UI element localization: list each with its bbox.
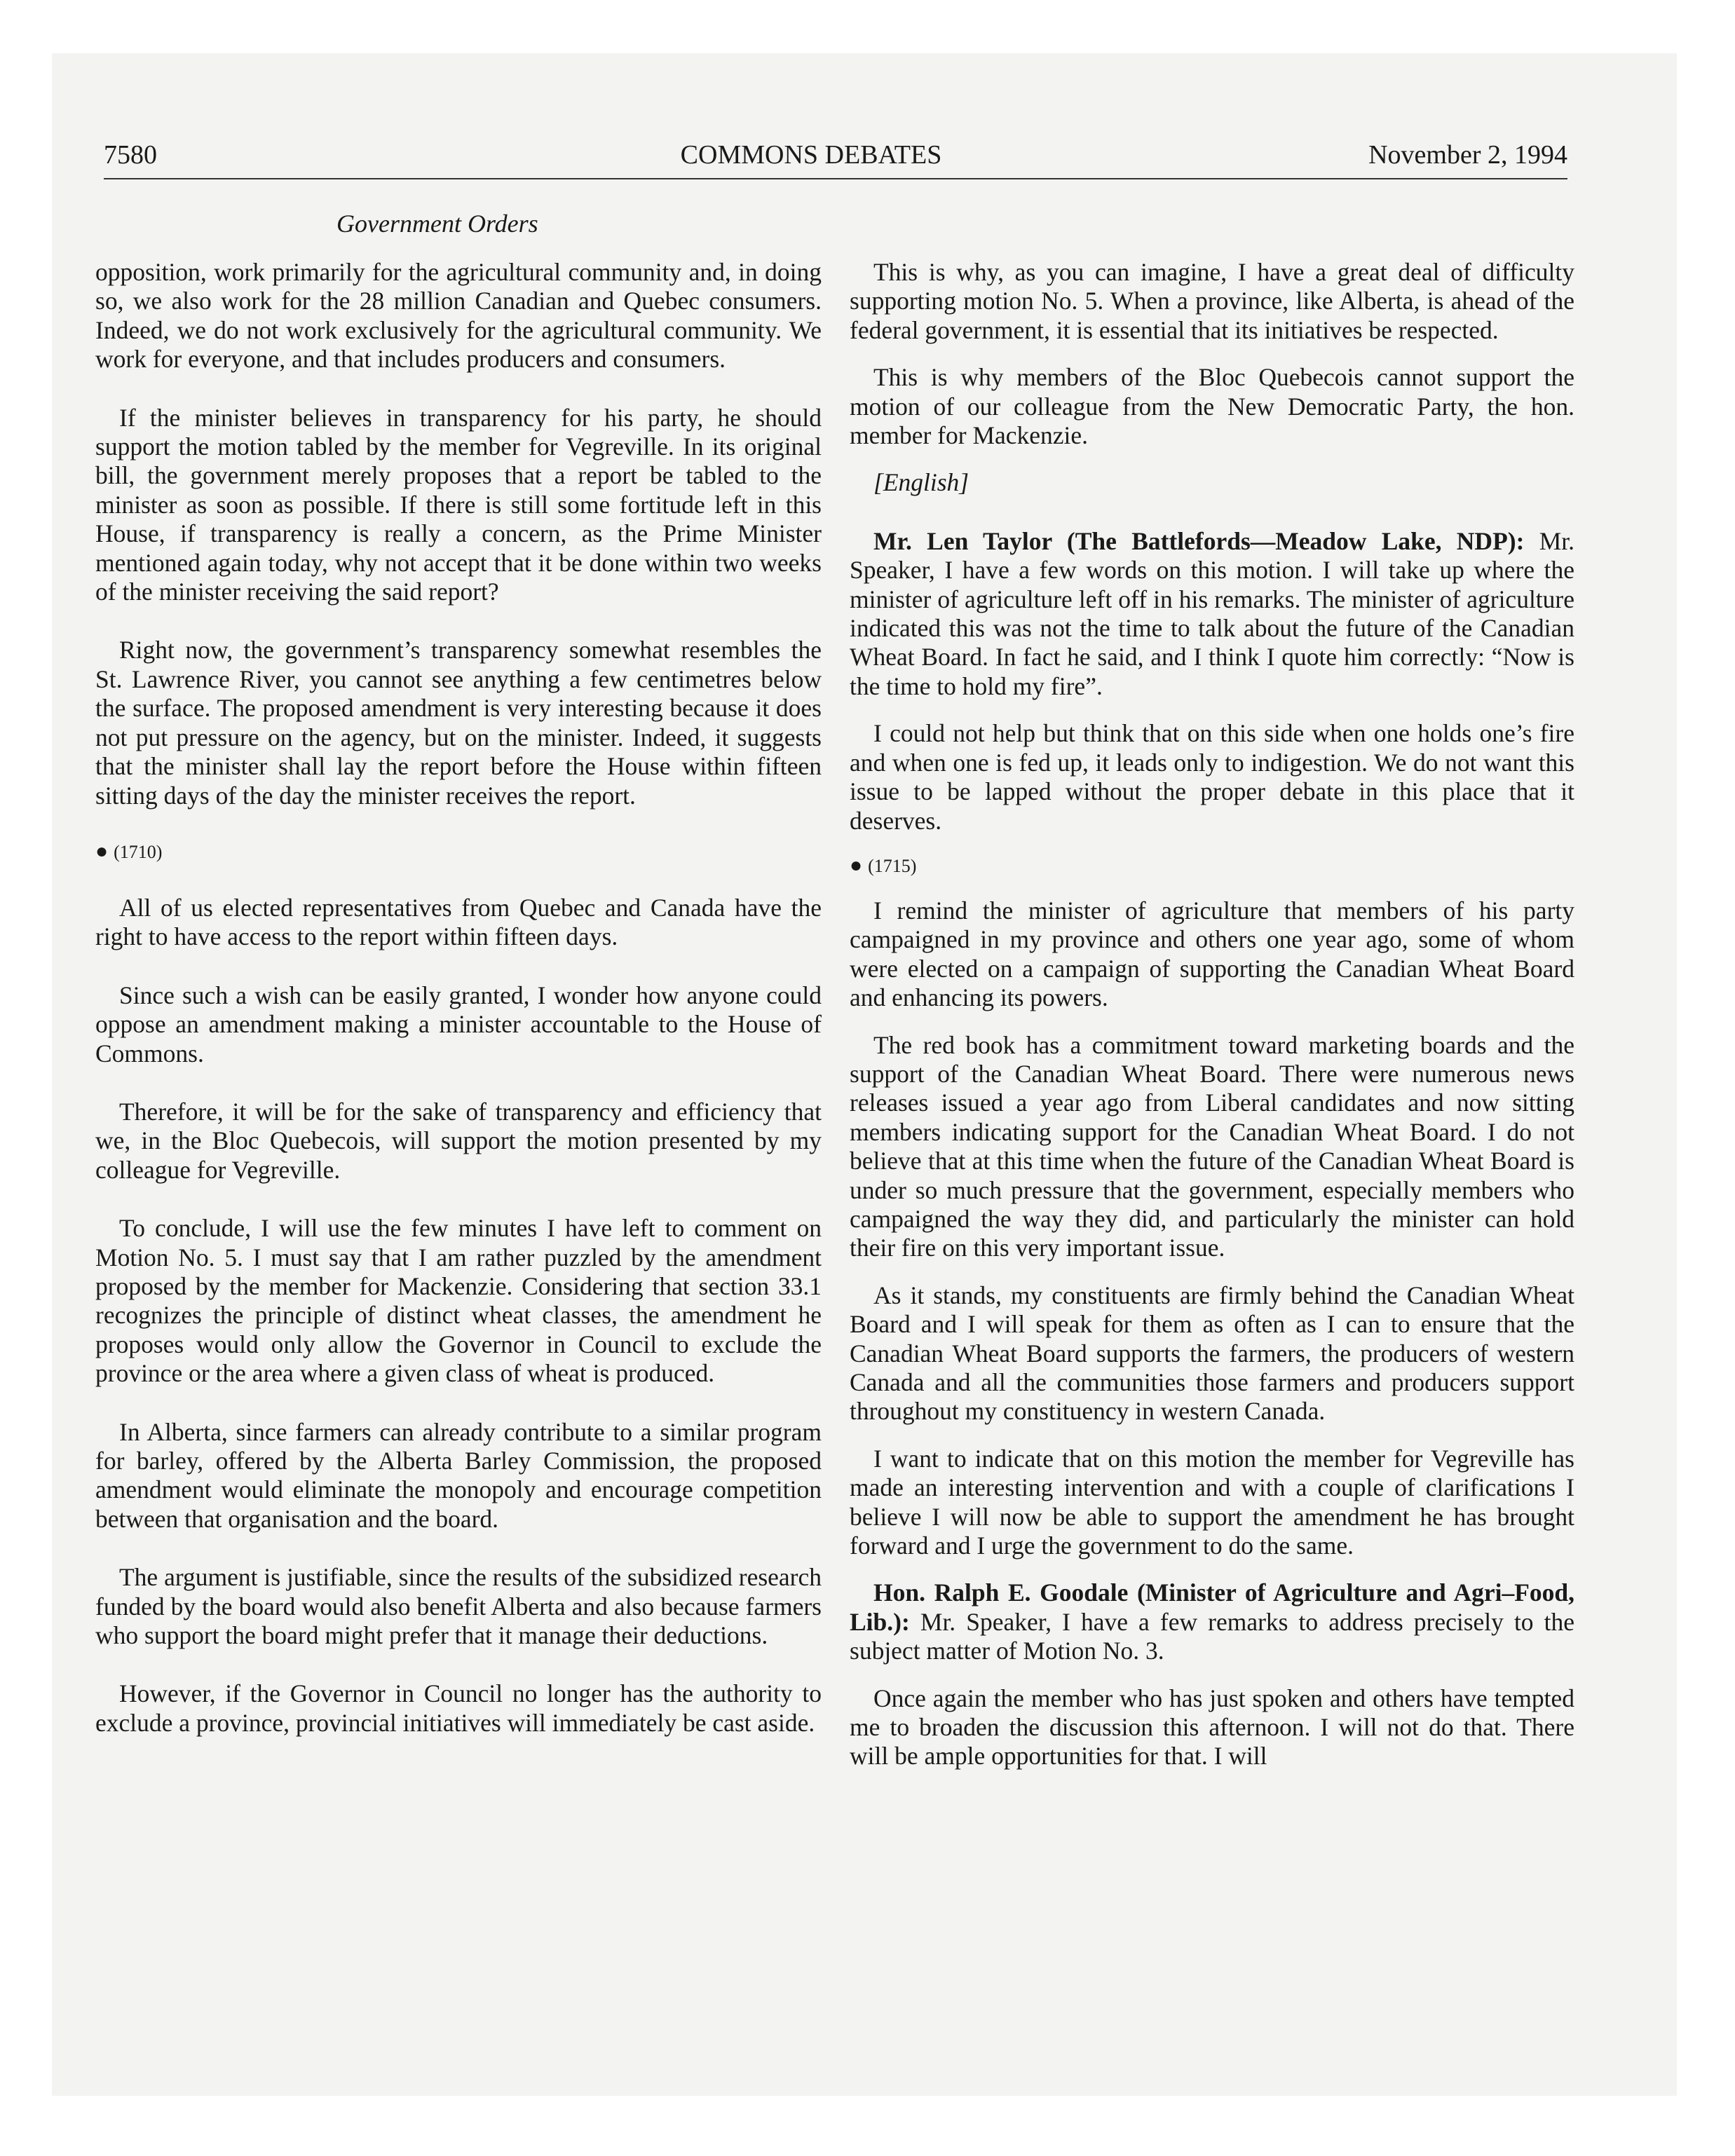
paragraph: In Alberta, since farmers can already contribute to a similar program for barley, offered by the Alberta Barley Commission, the proposed amendment would eliminate the monopoly and encourage competition between that organisation and the board. (95, 1417, 822, 1533)
paragraph: This is why members of the Bloc Quebecois cannot support the motion of our colleague from the New Democratic Party, the hon. member for Mackenzie. (850, 363, 1574, 450)
left-column (95, 258, 822, 1767)
paragraph: This is why, as you can imagine, I have a great deal of difficulty supporting motion No. 5. When a province, like Alberta, is ahead of the federal government, it is essential that its initiatives be respected. (850, 258, 1574, 344)
paragraph: The argument is justifiable, since the results of the subsidized research funded by the board would also benefit Alberta and also because farmers who support the board might prefer that it manage their deductions. (95, 1563, 822, 1650)
language-tag: [English] (873, 468, 969, 497)
paragraph: As it stands, my constituents are firmly behind the Canadian Wheat Board and I will speak for them as often as I can to ensure that the Canadian Wheat Board supports the farmers, the producers of western Canada and all the communities those farmers and producers support throughout my constituency in western Canada. (850, 1281, 1574, 1426)
page-number: 7580 (104, 140, 157, 170)
header-rule (104, 178, 1567, 179)
paragraph: All of us elected representatives from Quebec and Canada have the right to have access to the report within fifteen days. (95, 893, 822, 951)
paragraph: Right now, the government’s transparency somewhat resembles the St. Lawrence River, you cannot see anything a few centimetres below the surface. The proposed amendment is very interesting because it does not put pressure on the agency, but on the minister. Indeed, it suggests that the minister shall lay the report before the House within fifteen sitting days of the day the minister receives the report. (95, 636, 822, 810)
paragraph: I could not help but think that on this side when one holds one’s fire and when one is fed up, it leads only to indigestion. We do not want this issue to be lapped without the proper debate in this place that it deserves. (850, 719, 1574, 835)
paragraph: Therefore, it will be for the sake of transparency and efficiency that we, in the Bloc Quebecois, will support the motion presented by my colleague for Vegreville. (95, 1097, 822, 1184)
paragraph: Once again the member who has just spoken and others have tempted me to broaden the discussion this afternoon. I will not do that. There will be ample opportunities for that. I will (850, 1684, 1574, 1770)
running-header (104, 137, 1567, 179)
speech-paragraph (850, 1578, 1574, 1665)
paragraph: However, if the Governor in Council no longer has the authority to exclude a province, provincial initiatives will immediately be cast aside. (95, 1679, 822, 1737)
speech-paragraph (850, 527, 1574, 701)
bullet-icon: ● (850, 853, 863, 877)
speech-text: Mr. Speaker, I have a few words on this motion. I will take up where the minister of agriculture left off in his remarks. The minister of agriculture indicated this was not the time to talk about the future of the Canadian Wheat Board. In fact he said, and I think I quote him correctly: “Now is the time to hold my fire”. (850, 526, 1575, 700)
paragraph: To conclude, I will use the few minutes I have left to comment on Motion No. 5. I must say that I am rather puzzled by the amendment proposed by the member for Mackenzie. Considering that section 33.1 recognizes the principle of distinct wheat classes, the amendment he proposes would only allow the Governor in Council to exclude the province or the area where a given class of wheat is produced. (95, 1214, 822, 1388)
time-marker (95, 840, 822, 864)
paragraph: If the minister believes in transparency for his party, he should support the motion tabled by the member for Vegreville. In its original bill, the government merely proposes that a report be tabled to the minister as soon as possible. If there is still some fortitude left in this House, if transparency is really a concern, as the Prime Minister mentioned again today, why not accept that it be done within two weeks of the minister receiving the said report? (95, 403, 822, 606)
publication-date: November 2, 1994 (1368, 140, 1567, 170)
paragraph: I remind the minister of agriculture that members of his party campaigned in my province and others one year ago, some of whom were elected on a campaign of supporting the Canadian Wheat Board and enhancing its powers. (850, 896, 1574, 1012)
publication-title: COMMONS DEBATES (680, 140, 942, 170)
time-marker-label: (1715) (868, 855, 917, 876)
paragraph: opposition, work primarily for the agricultural community and, in doing so, we also work for the 28 million Canadian and Quebec consumers. Indeed, we do not work exclusively for the agricultural community. We work for everyone, and that includes producers and consumers. (95, 258, 822, 374)
time-marker (850, 854, 1574, 878)
bullet-icon: ● (95, 839, 109, 863)
speaker-name: Mr. Len Taylor (The Battlefords—Meadow Lake, NDP): (873, 526, 1525, 555)
speech-text: Mr. Speaker, I have a few remarks to address precisely to the subject matter of Motion No. 3. (850, 1607, 1574, 1665)
section-heading: Government Orders (336, 210, 538, 238)
paragraph: The red book has a commitment toward marketing boards and the support of the Canadian Wheat Board. There were numerous news releases issued a year ago from Liberal candidates and now sitting members indicating support for the Canadian Wheat Board. I do not believe that at this time when the future of the Canadian Wheat Board is under so much pressure that the government, especially members who campaigned the way they did, and particularly the minister can hold their fire on this very important issue. (850, 1030, 1574, 1262)
paragraph: Since such a wish can be easily granted, I wonder how anyone could oppose an amendment making a minister accountable to the House of Commons. (95, 981, 822, 1067)
time-marker-label: (1710) (114, 841, 163, 862)
paragraph: I want to indicate that on this motion the member for Vegreville has made an interesting intervention and with a couple of clarifications I believe I will now be able to support the amendment he has brought forward and I urge the government to do the same. (850, 1444, 1574, 1560)
speaker-name: Hon. Ralph E. Goodale (Minister of Agriculture and Agri–Food, Lib.): (850, 1578, 1574, 1636)
right-column (850, 258, 1574, 1789)
